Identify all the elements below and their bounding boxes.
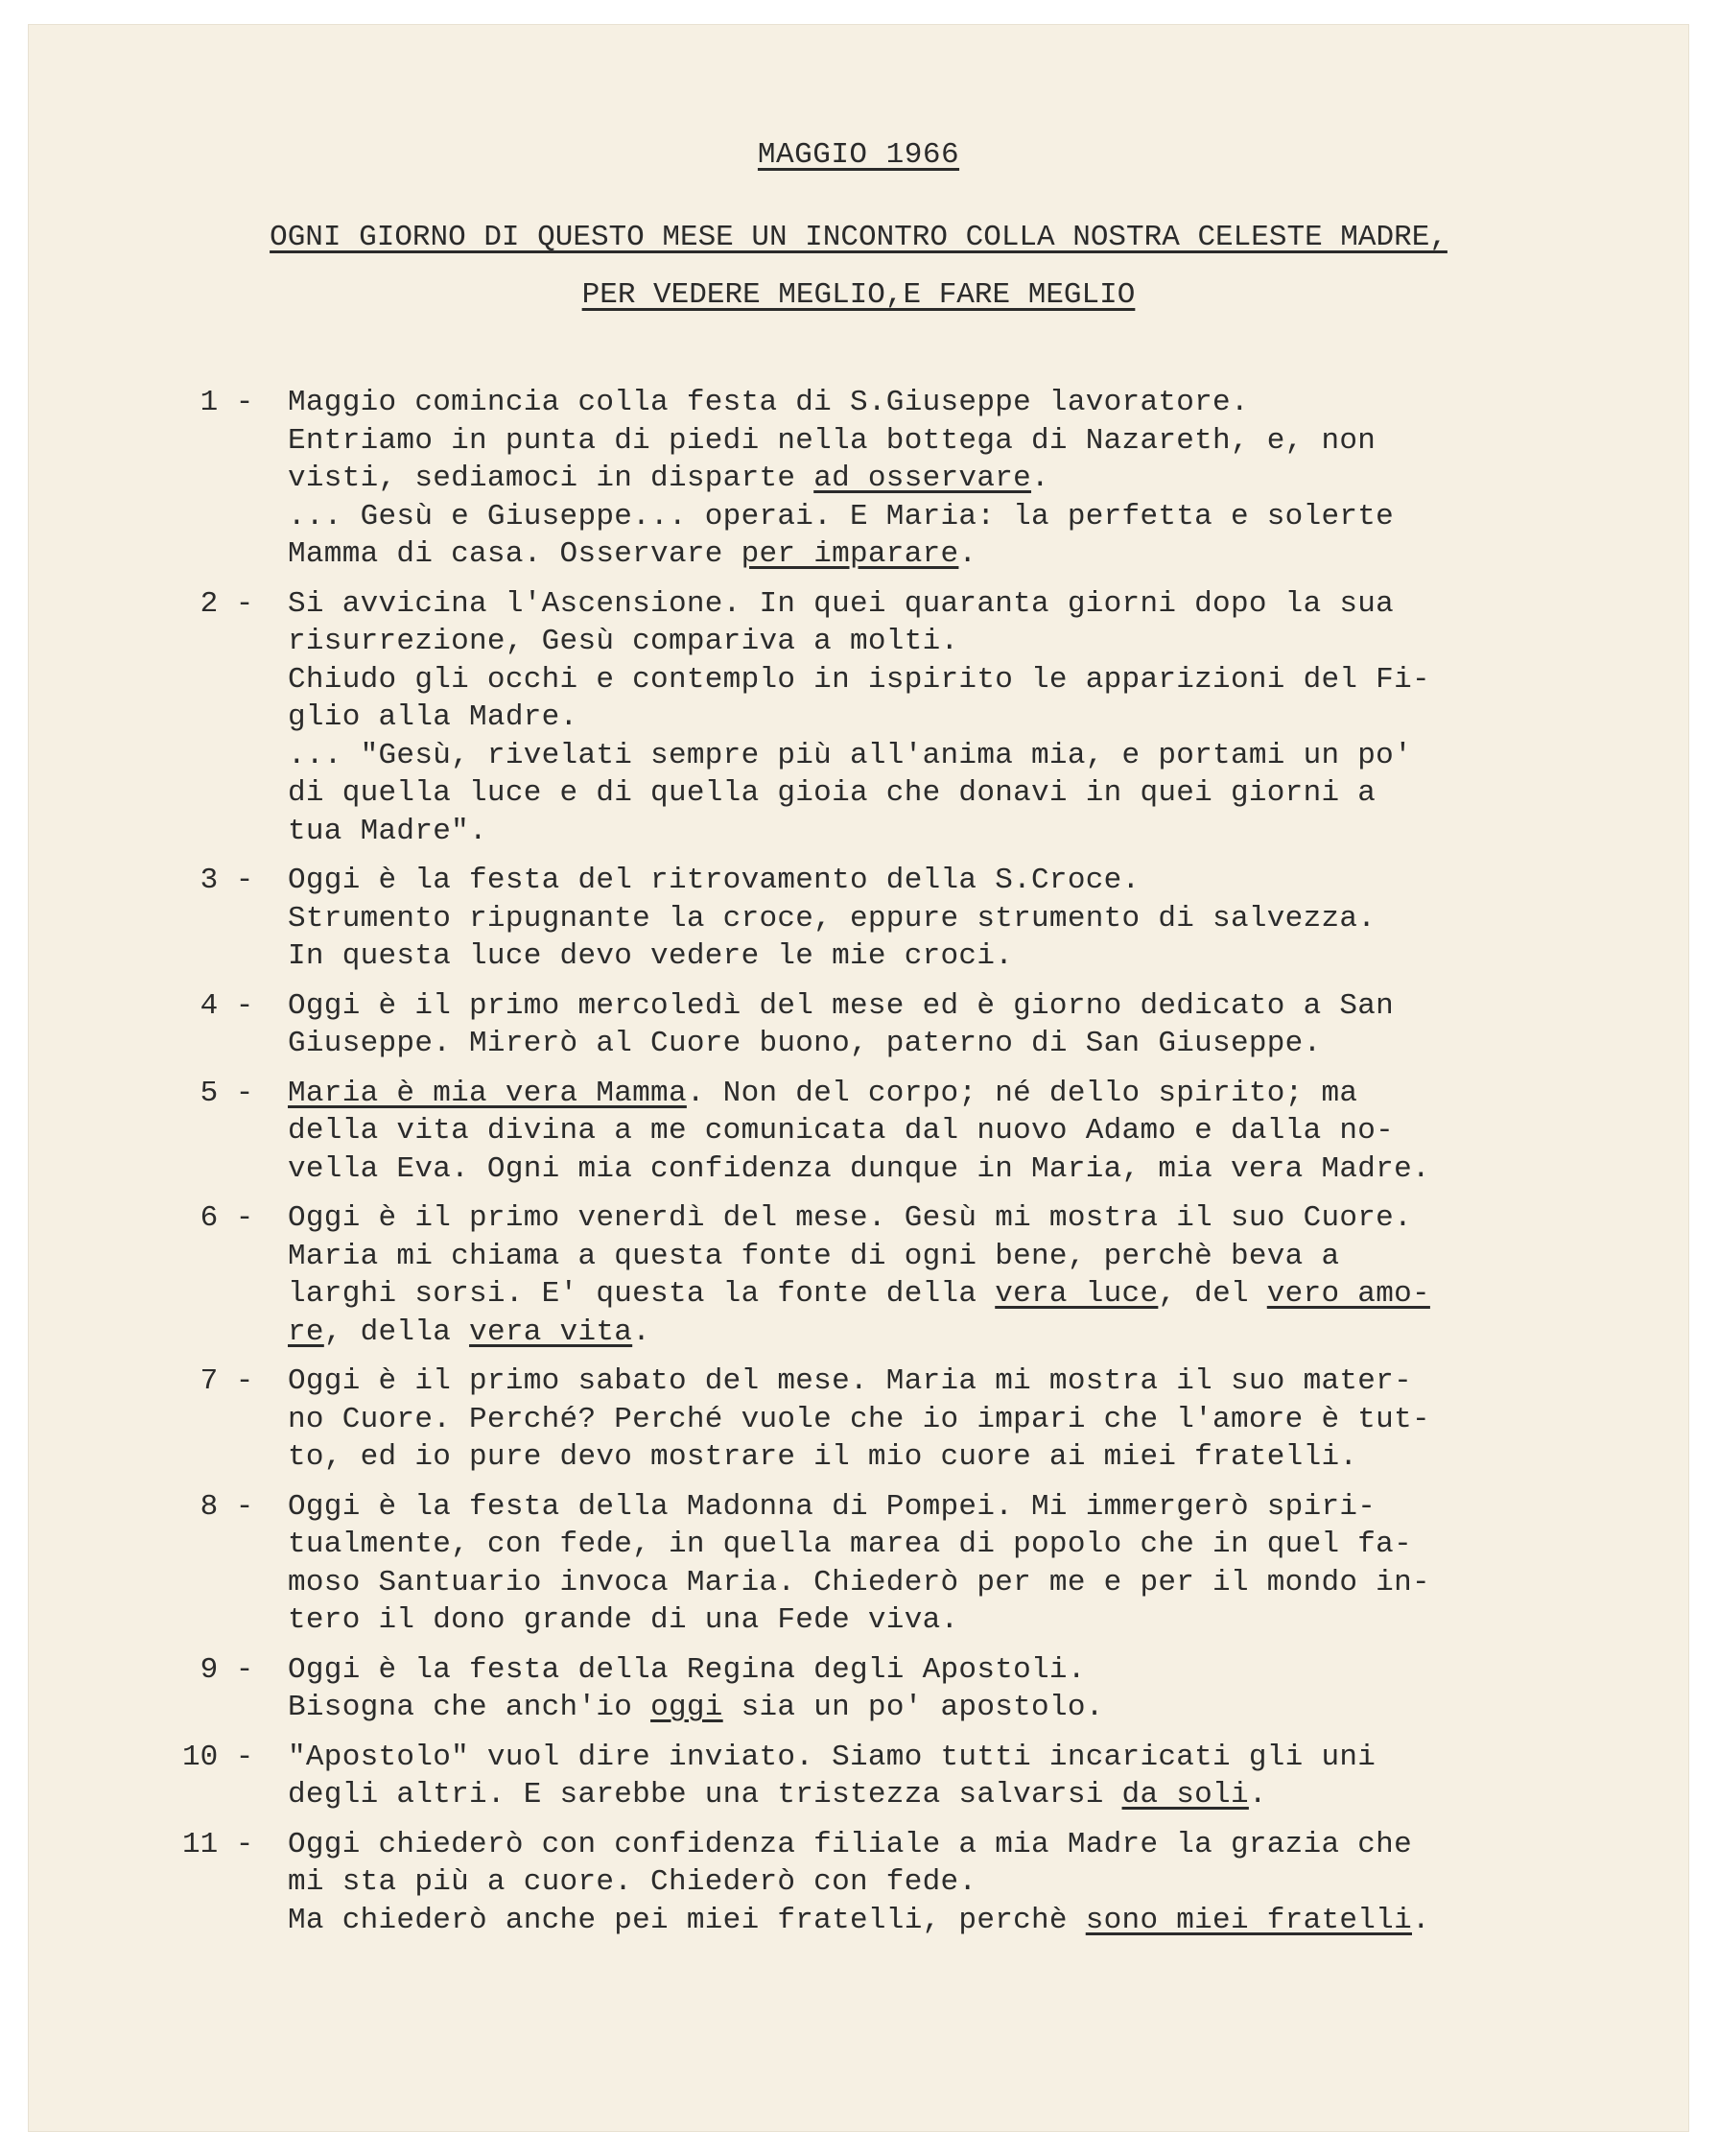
text-segment: "Apostolo" vuol dire inviato. Siamo tutti incaricati gli uni bbox=[288, 1740, 1377, 1774]
text-line bbox=[288, 1150, 1564, 1189]
text-line bbox=[288, 384, 1564, 422]
text-segment: . bbox=[632, 1315, 651, 1349]
text-segment: Oggi chiederò con confidenza filiale a mia Madre la grazia che bbox=[288, 1827, 1412, 1861]
text-segment: di quella luce e di quella gioia che donavi in quei giorni a bbox=[288, 776, 1377, 810]
text-segment: Oggi è la festa della Regina degli Apostoli. bbox=[288, 1652, 1086, 1687]
text-segment: Maggio comincia colla festa di S.Giuseppe lavoratore. bbox=[288, 386, 1249, 419]
text-line bbox=[288, 1488, 1564, 1527]
text-line bbox=[288, 1238, 1564, 1276]
entry-number: 6 - bbox=[182, 1201, 254, 1235]
text-line bbox=[288, 585, 1564, 624]
text-line bbox=[288, 737, 1564, 775]
entry-number: 5 - bbox=[182, 1076, 254, 1110]
daily-entries-list bbox=[182, 384, 1564, 1951]
document-title bbox=[29, 138, 1688, 172]
text-segment: Si avvicina l'Ascensione. In quei quaranta giorni dopo la sua bbox=[288, 586, 1395, 621]
list-item bbox=[182, 585, 1564, 851]
text-line bbox=[288, 422, 1564, 461]
text-segment: . bbox=[1412, 1903, 1430, 1937]
entry-text bbox=[288, 1651, 1564, 1727]
text-segment: Oggi è il primo sabato del mese. Maria mi mostra il suo mater- bbox=[288, 1364, 1412, 1398]
text-segment: Bisogna che anch'io bbox=[288, 1691, 651, 1724]
text-segment: tualmente, con fede, in quella marea di popolo che in quel fa- bbox=[288, 1528, 1412, 1561]
text-segment: Oggi è la festa del ritrovamento della S.Croce. bbox=[288, 864, 1141, 897]
text-line bbox=[288, 1826, 1564, 1864]
entry-number: 1 - bbox=[182, 386, 254, 419]
underlined-text: vera vita bbox=[469, 1315, 633, 1349]
text-segment: ... "Gesù, rivelati sempre più all'anima mia, e portami un po' bbox=[288, 738, 1412, 772]
subtitle-line-1-text: OGNI GIORNO DI QUESTO MESE UN INCONTRO COLLA NOSTRA CELESTE MADRE, bbox=[270, 221, 1447, 254]
underlined-text: re bbox=[288, 1315, 324, 1349]
entry-text bbox=[288, 1199, 1564, 1351]
text-segment: sia un po' apostolo. bbox=[722, 1691, 1104, 1724]
entry-text bbox=[288, 384, 1564, 574]
text-line bbox=[288, 1199, 1564, 1238]
text-segment: larghi sorsi. E' questa la fonte della bbox=[288, 1277, 996, 1311]
text-line bbox=[288, 813, 1564, 851]
text-segment: . bbox=[1031, 462, 1049, 495]
list-item bbox=[182, 384, 1564, 574]
text-line bbox=[288, 623, 1564, 661]
entry-number: 3 - bbox=[182, 864, 254, 897]
text-segment: degli altri. E sarebbe una tristezza salvarsi bbox=[288, 1778, 1122, 1812]
entry-text bbox=[288, 1739, 1564, 1814]
underlined-text: vero amo- bbox=[1266, 1277, 1430, 1311]
text-segment: Maria mi chiama a questa fonte di ogni bene, perchè beva a bbox=[288, 1239, 1340, 1273]
underlined-text: ad osservare bbox=[813, 462, 1032, 495]
underlined-text: Maria è mia vera Mamma bbox=[288, 1076, 687, 1110]
text-line bbox=[288, 862, 1564, 900]
text-line bbox=[288, 460, 1564, 498]
text-line bbox=[288, 937, 1564, 976]
text-line bbox=[288, 498, 1564, 536]
underlined-text: oggi bbox=[650, 1691, 723, 1724]
text-line bbox=[288, 1075, 1564, 1113]
text-segment: Strumento ripugnante la croce, eppure strumento di salvezza. bbox=[288, 901, 1377, 936]
subtitle-line-2 bbox=[29, 278, 1688, 312]
text-line bbox=[288, 1112, 1564, 1150]
text-segment: Mamma di casa. Osservare bbox=[288, 537, 741, 571]
text-segment: Oggi è il primo venerdì del mese. Gesù mi mostra il suo Cuore. bbox=[288, 1201, 1412, 1235]
text-segment: to, ed io pure devo mostrare il mio cuore ai miei fratelli. bbox=[288, 1440, 1358, 1474]
typed-page bbox=[29, 25, 1688, 2131]
text-segment: no Cuore. Perché? Perché vuole che io impari che l'amore è tut- bbox=[288, 1402, 1430, 1436]
text-segment: In questa luce devo vedere le mie croci. bbox=[288, 939, 1014, 973]
entry-text bbox=[288, 1075, 1564, 1189]
text-segment: . Non del corpo; né dello spirito; ma bbox=[686, 1076, 1358, 1110]
underlined-text: da soli bbox=[1121, 1778, 1249, 1812]
text-line bbox=[288, 535, 1564, 574]
list-item bbox=[182, 1826, 1564, 1940]
text-segment: . bbox=[958, 537, 977, 571]
text-line bbox=[288, 699, 1564, 737]
text-line bbox=[288, 987, 1564, 1026]
text-segment: Ma chiederò anche pei miei fratelli, perchè bbox=[288, 1903, 1086, 1937]
text-line bbox=[288, 1526, 1564, 1564]
text-line bbox=[288, 1601, 1564, 1640]
text-line bbox=[288, 1362, 1564, 1401]
text-segment: Oggi è il primo mercoledì del mese ed è giorno dedicato a San bbox=[288, 988, 1395, 1023]
text-line bbox=[288, 1025, 1564, 1063]
text-segment: , della bbox=[323, 1315, 470, 1349]
text-line bbox=[288, 1275, 1564, 1314]
underlined-text: vera luce bbox=[995, 1277, 1159, 1311]
list-item bbox=[182, 1739, 1564, 1814]
entry-number: 9 - bbox=[182, 1652, 254, 1687]
text-line bbox=[288, 661, 1564, 699]
text-line bbox=[288, 1689, 1564, 1727]
text-segment: visti, sediamoci in disparte bbox=[288, 462, 814, 495]
entry-text bbox=[288, 585, 1564, 851]
entry-text bbox=[288, 987, 1564, 1063]
underlined-text: per imparare bbox=[741, 537, 959, 571]
entry-number: 11 - bbox=[182, 1827, 254, 1861]
text-line bbox=[288, 1314, 1564, 1352]
underlined-text: sono miei fratelli bbox=[1085, 1903, 1412, 1937]
list-item bbox=[182, 1362, 1564, 1477]
list-item bbox=[182, 1199, 1564, 1351]
text-segment: mi sta più a cuore. Chiederò con fede. bbox=[288, 1865, 977, 1899]
list-item bbox=[182, 862, 1564, 976]
text-segment: Oggi è la festa della Madonna di Pompei. Mi immergerò spiri- bbox=[288, 1489, 1377, 1524]
text-segment: moso Santuario invoca Maria. Chiederò per me e per il mondo in- bbox=[288, 1565, 1430, 1599]
subtitle-line-1 bbox=[29, 221, 1688, 254]
text-segment: risurrezione, Gesù compariva a molti. bbox=[288, 625, 959, 658]
text-line bbox=[288, 774, 1564, 813]
text-segment: vella Eva. Ogni mia confidenza dunque in Maria, mia vera Madre. bbox=[288, 1151, 1430, 1186]
text-line bbox=[288, 1739, 1564, 1777]
title-text: MAGGIO 1966 bbox=[757, 138, 960, 172]
list-item bbox=[182, 1075, 1564, 1189]
subtitle-line-2-text: PER VEDERE MEGLIO,E FARE MEGLIO bbox=[581, 278, 1136, 312]
text-line bbox=[288, 1438, 1564, 1477]
text-segment: ... Gesù e Giuseppe... operai. E Maria: la perfetta e solerte bbox=[288, 499, 1395, 533]
entry-number: 10 - bbox=[182, 1740, 254, 1774]
entry-text bbox=[288, 1826, 1564, 1940]
list-item bbox=[182, 1488, 1564, 1640]
text-segment: Entriamo in punta di piedi nella bottega di Nazareth, e, non bbox=[288, 423, 1377, 458]
entry-number: 2 - bbox=[182, 586, 254, 621]
text-segment: della vita divina a me comunicata dal nuovo Adamo e dalla no- bbox=[288, 1114, 1395, 1148]
entry-text bbox=[288, 862, 1564, 976]
list-item bbox=[182, 1651, 1564, 1727]
text-segment: glio alla Madre. bbox=[288, 700, 578, 734]
entry-text bbox=[288, 1362, 1564, 1477]
entry-number: 7 - bbox=[182, 1364, 254, 1398]
text-line bbox=[288, 1902, 1564, 1940]
text-segment: tero il dono grande di una Fede viva. bbox=[288, 1603, 959, 1637]
text-segment: . bbox=[1248, 1778, 1267, 1812]
list-item bbox=[182, 987, 1564, 1063]
text-segment: tua Madre". bbox=[288, 814, 487, 848]
text-segment: Chiudo gli occhi e contemplo in ispirito le apparizioni del Fi- bbox=[288, 662, 1430, 697]
entry-number: 8 - bbox=[182, 1489, 254, 1524]
text-line bbox=[288, 1863, 1564, 1902]
text-line bbox=[288, 1776, 1564, 1814]
text-segment: Giuseppe. Mirerò al Cuore buono, paterno di San Giuseppe. bbox=[288, 1027, 1322, 1060]
text-segment: , del bbox=[1158, 1277, 1267, 1311]
text-line bbox=[288, 1651, 1564, 1690]
entry-text bbox=[288, 1488, 1564, 1640]
text-line bbox=[288, 1564, 1564, 1602]
text-line bbox=[288, 900, 1564, 938]
text-line bbox=[288, 1401, 1564, 1439]
entry-number: 4 - bbox=[182, 988, 254, 1023]
